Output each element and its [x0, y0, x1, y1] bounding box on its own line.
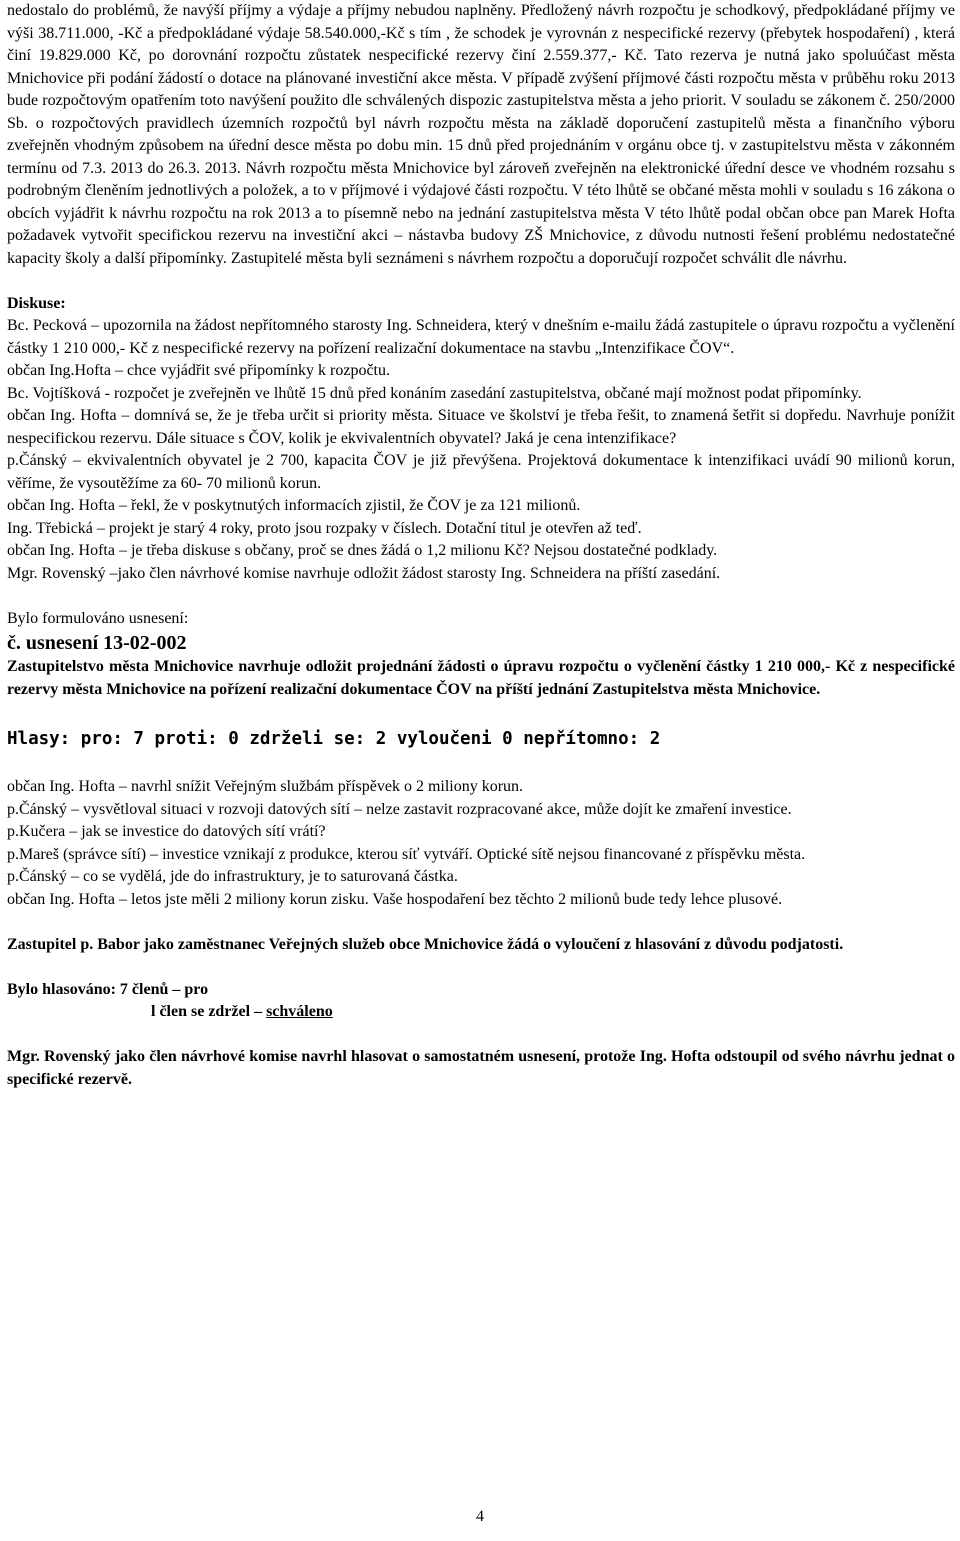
further-discussion-line: p.Čánský – vysvětloval situaci v rozvoji datových sítí – nelze zastavit rozpracované akce, může dojít ke zmaření investice. — [7, 800, 792, 818]
discussion-line: občan Ing. Hofta – řekl, že v poskytnutých informacích zjistil, že ČOV je za 121 milionů. — [7, 497, 581, 514]
further-discussion-line: občan Ing. Hofta – navrhl snížit Veřejným službám příspěvek o 2 miliony korun. — [7, 778, 524, 795]
spacer — [7, 956, 955, 979]
spacer — [7, 911, 955, 934]
spacer — [7, 1024, 955, 1047]
vote-result-status: schváleno — [266, 1003, 333, 1020]
discussion-line: Bc. Vojtíšková - rozpočet je zveřejněn ve lhůtě 15 dnů před konáním zasedání zastupitelstva, občané mají možnost podat připomínky. — [7, 384, 862, 402]
spacer — [7, 754, 955, 777]
discussion-line: občan Ing. Hofta – domnívá se, že je třeba určit si priority města. Situace ve školství je třeba řešit, to znamená šetřit si dopředu. Navrhuje ponížit nespecifickou rezervu. Dále situace s ČOV, kolik je ekvivalentních obyvatel? Jaká je cena intenzifikace? — [7, 407, 955, 447]
discussion-line: Ing. Třebická – projekt je starý 4 roky, proto jsou rozpaky v číslech. Dotační titul je otevřen až teď. — [7, 519, 642, 537]
further-discussion-line: občan Ing. Hofta – letos jste měli 2 miliony korun zisku. Vaše hospodaření bez těchto 2 milionů bude tedy lehce plusové. — [7, 890, 783, 908]
intro-paragraph: nedostalo do problémů, že navýší příjmy a výdaje a příjmy nebudou naplněny. Předložený návrh rozpočtu je schodkový, předpokládané příjmy ve výši 38.711.000, -Kč a předpokládané výdaje 58.540.000,-Kč s tím , že schodek je vyrovnán z nespecifické rezervy (přebytek hospodaření) , která činí 19.829.000 Kč, po dorovnání rozpočtu zůstatek nespecifické rezervy činí 2.559.377,- Kč. Tato rezerva je nutná jako spoluúčast města Mnichovice při podání žádostí o dotace na plánované investiční akce města. V případě zvýšení příjmové části rozpočtu města v průběhu roku 2013 bude rozpočtovým opatřením toto navýšení použito dle schválených dispozic zastupitelstva města a jeho priorit. V souladu se zákonem č. 250/2000 Sb. o rozpočtových pravidlech územních rozpočtů byl návrh rozpočtu města na základě doporučení zastupitelů města a finančního výboru zveřejněn vhodným způsobem na úřední desce města po dobu min. 15 dnů před projednáním v orgánu obce tj. v zastupitelstvu města v zákonném termínu od 7.3. 2013 do 26.3. 2013. Návrh rozpočtu města Mnichovice byl zároveň zveřejněn na elektronické úřední desce ve vhodném rozsahu s podrobným členěním jednotlivých a položek, a to v příjmové i výdajové části rozpočtu. V této lhůtě se občané města mohli v souladu s 16 zákona o obcích vyjádřit k návrhu rozpočtu na rok 2013 a to písemně nebo na jednání zastupitelstva města V této lhůtě podal občan obce pan Marek Hofta požadavek vytvořit specifickou rezervu na investiční akci – nástavba budovy ZŠ Mnichovice, z důvodu nutnosti řešení problému nedostatečné kapacity školy a další připomínky. Zastupitelé města byli seznámeni s návrhem rozpočtu a doporučují rozpočet schválit dle návrhu. — [7, 2, 955, 267]
page-number: 4 — [476, 1508, 484, 1525]
document-page — [7, 0, 955, 1091]
discussion-line: Mgr. Rovenský –jako člen návrhové komise navrhuje odložit žádost starosty Ing. Schneidera na příští zasedání. — [7, 564, 721, 582]
further-discussion-line: p.Čánský – co se vydělá, jde do infrastruktury, je to saturovaná částka. — [7, 868, 458, 885]
spacer — [7, 585, 955, 608]
resolution-formulated-label: Bylo formulováno usnesení: — [7, 609, 189, 627]
discussion-line: Bc. Pecková – upozornila na žádost nepřítomného starosty Ing. Schneidera, který v dnešním e-mailu žádá zastupitele o úpravu rozpočtu a vyčlenění částky 1 210 000,- Kč z nespecifické rezervy na pořízení realizační dokumentace na stavbu „Intenzifikace ČOV“. — [7, 317, 955, 357]
vote-result-line2 — [7, 1001, 955, 1024]
discussion-line: p.Čánský – ekvivalentních obyvatel je 2 700, kapacita ČOV je již převýšena. Projektová dokumentace k intenzifikaci uvádí 90 milionů korun, věříme, že vysoutěžíme za 60- 70 milionů korun. — [7, 452, 955, 492]
further-discussion-line: p.Mareš (správce sítí) – investice vznikají z produkce, kterou síť vytváří. Optické sítě nejsou financované z příspěvku města. — [7, 845, 806, 863]
spacer — [7, 701, 955, 724]
resolution-number: č. usnesení 13-02-002 — [7, 632, 187, 654]
vote-result-abstain: l člen se zdržel – — [151, 1003, 267, 1020]
further-discussion-line: p.Kučera – jak se investice do datových sítí vrátí? — [7, 823, 326, 840]
resolution-votes: Hlasy: pro: 7 proti: 0 zdrželi se: 2 vyloučeni 0 nepřítomno: 2 — [7, 728, 661, 749]
closing-paragraph: Mgr. Rovenský jako člen návrhové komise navrhl hlasovat o samostatném usnesení, protože Ing. Hofta odstoupil od svého návrhu jednat o specifické rezervě. — [7, 1048, 955, 1088]
spacer — [7, 270, 955, 293]
resolution-text: Zastupitelstvo města Mnichovice navrhuje odložit projednání žádosti o úpravu rozpočtu o vyčlenění částky 1 210 000,- Kč z nespecifické rezervy města Mnichovice na pořízení realizační dokumentace ČOV na příští jednání Zastupitelstva města Mnichovice. — [7, 658, 955, 698]
discussion-line: občan Ing. Hofta – je třeba diskuse s občany, proč se dnes žádá o 1,2 milionu Kč? Nejsou dostatečné podklady. — [7, 542, 718, 559]
babor-request: Zastupitel p. Babor jako zaměstnanec Veřejných služeb obce Mnichovice žádá o vyloučení z hlasování z důvodu podjatosti. — [7, 935, 844, 953]
vote-result-line1: Bylo hlasováno: 7 členů – pro — [7, 980, 209, 998]
discussion-heading: Diskuse: — [7, 294, 66, 312]
discussion-line: občan Ing.Hofta – chce vyjádřit své připomínky k rozpočtu. — [7, 362, 390, 379]
